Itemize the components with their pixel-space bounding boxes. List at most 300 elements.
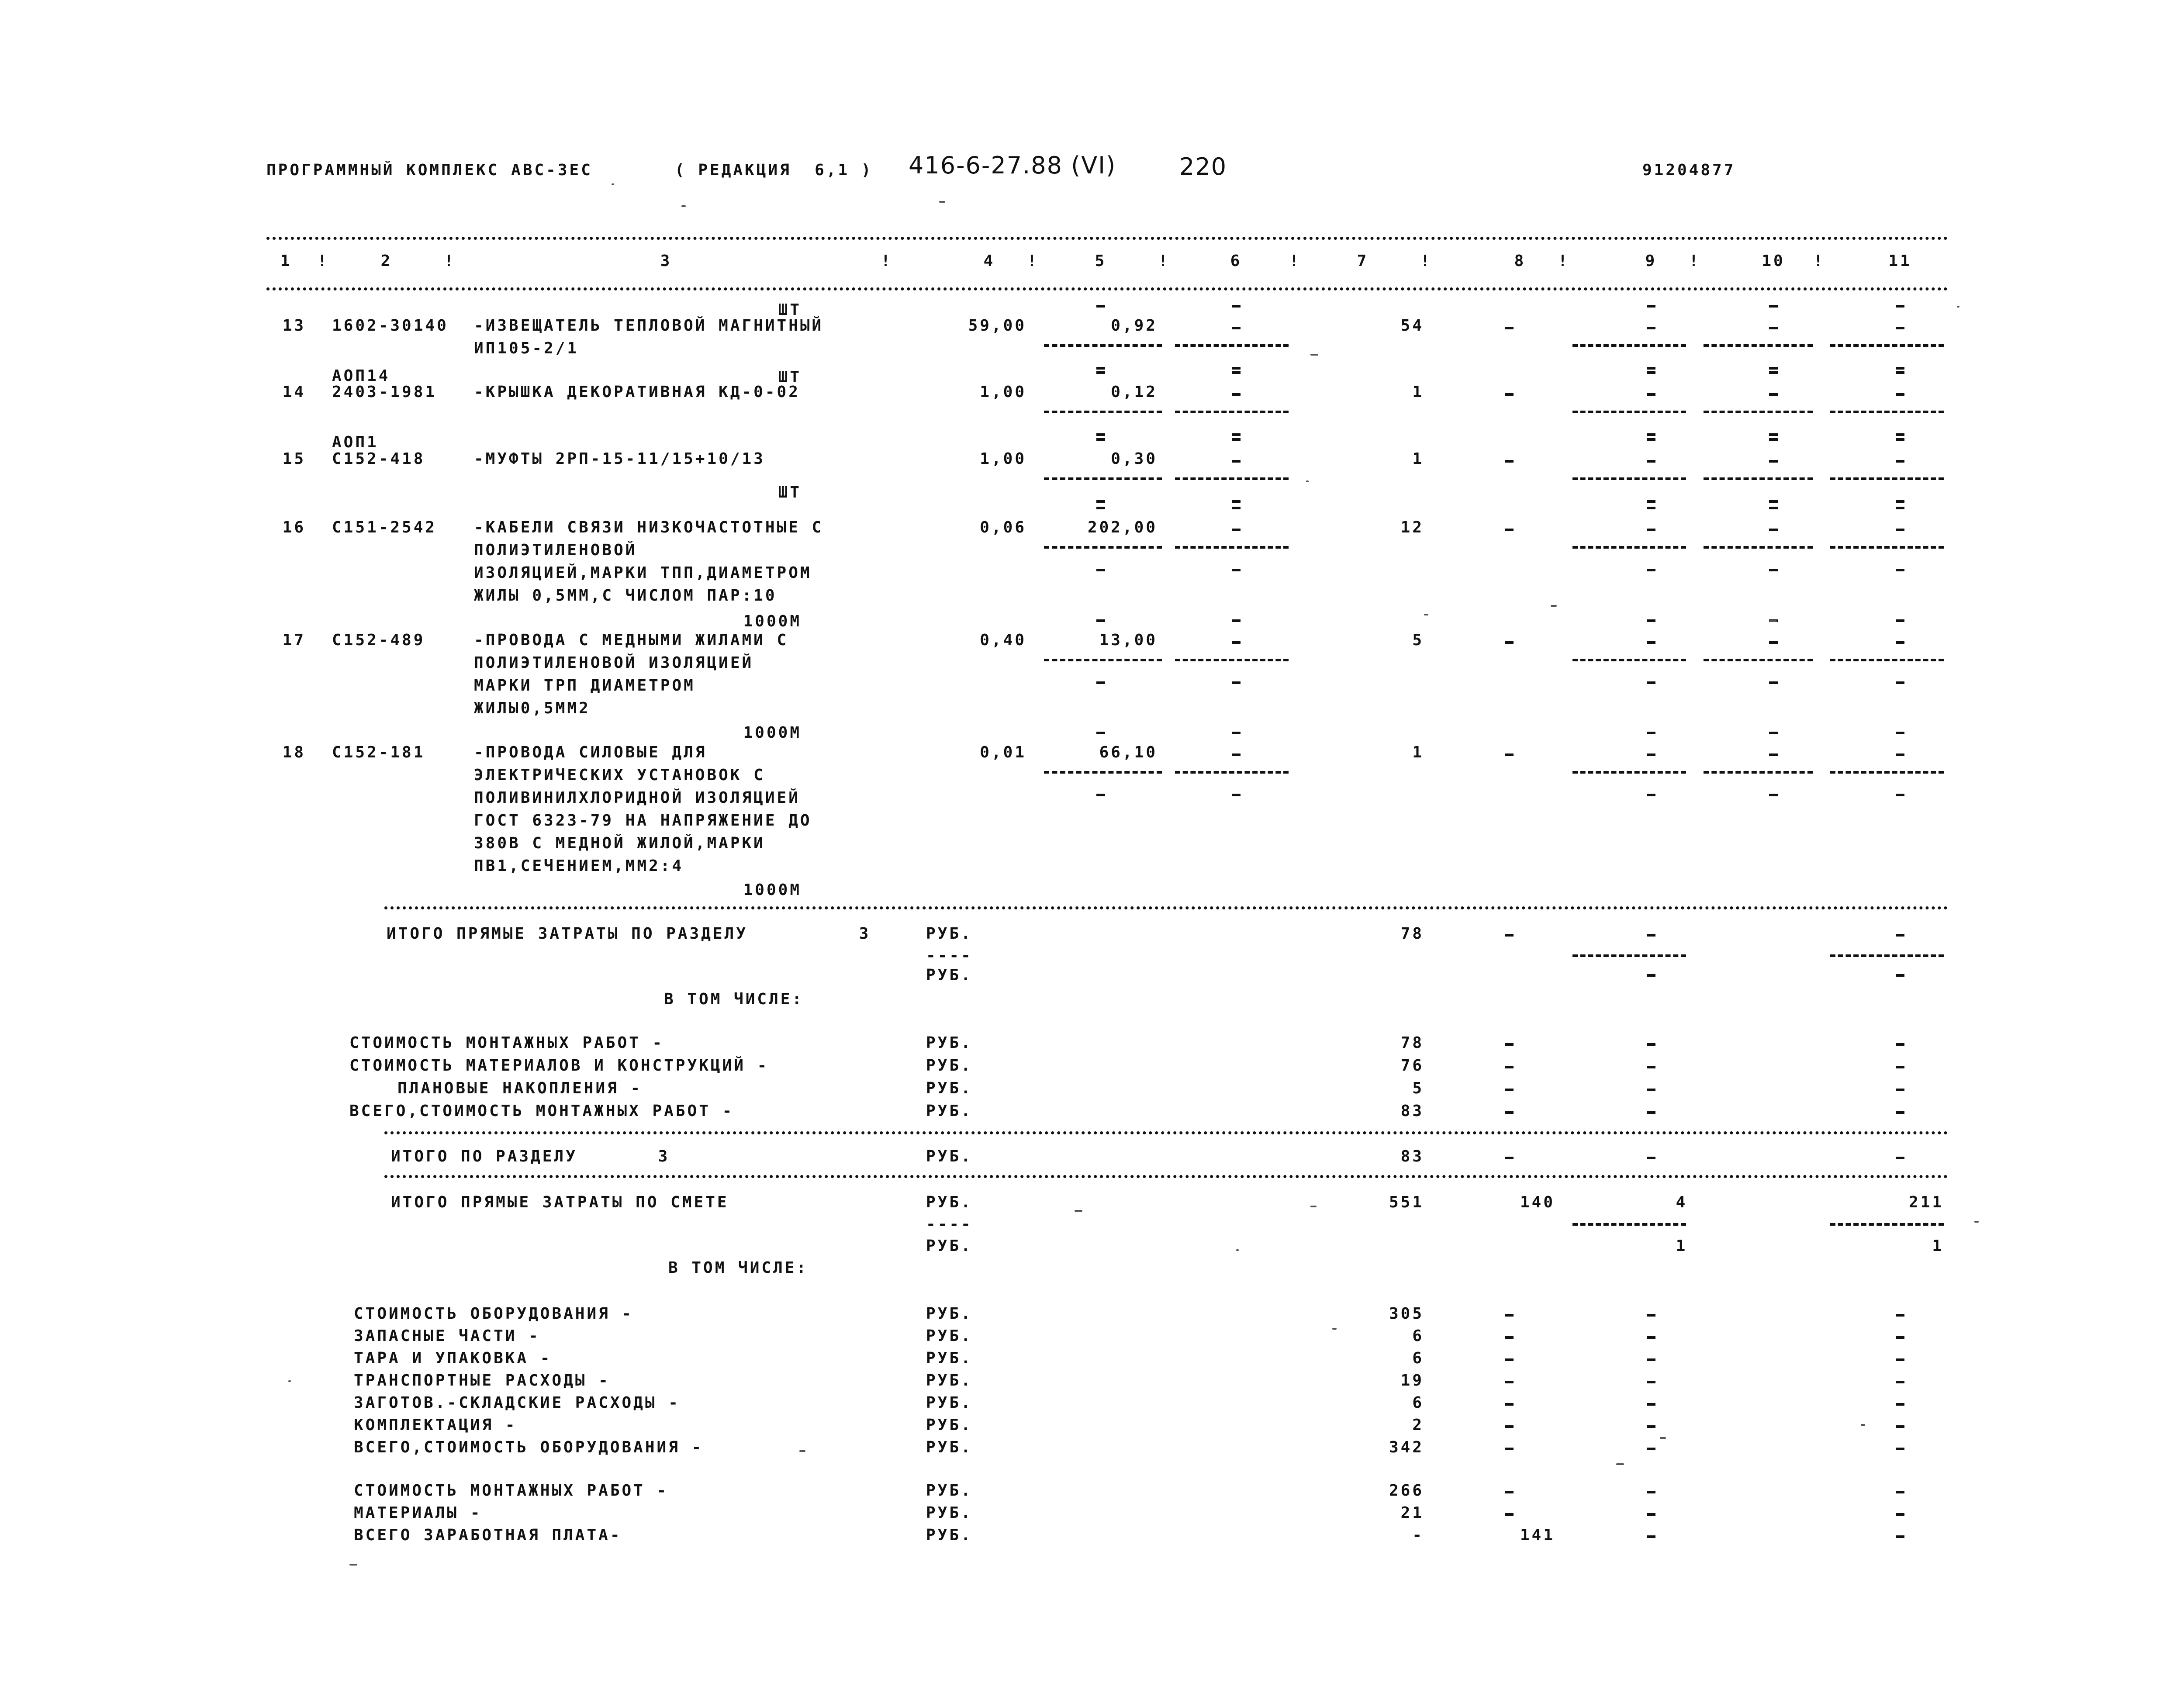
equipment-line-label: ТАРА И УПАКОВКА - [354,1349,552,1367]
subrule [1830,477,1944,480]
column-number: 8 [1514,252,1526,270]
subrule [1572,1223,1686,1226]
column-separator: ! [881,252,893,270]
scan-speck [1616,1463,1624,1465]
empty-mark [1896,438,1904,441]
empty-mark [1769,794,1778,796]
item-price: 13,00 [1099,631,1158,649]
item-code: С152-418 [332,450,425,468]
column-number: 9 [1645,252,1657,270]
currency: РУБ. [926,1372,973,1389]
empty-mark [1232,500,1241,503]
empty-mark [1232,794,1241,796]
item-name-line: ПОЛИЭТИЛЕНОВОЙ [474,541,637,559]
currency: РУБ. [926,1193,973,1211]
column-separator: ! [1289,252,1301,270]
section-number: 3 [859,925,871,943]
empty-mark [1505,1381,1514,1383]
empty-mark [1232,619,1241,622]
item-total: 1 [1412,450,1424,468]
empty-mark [1896,732,1904,734]
scan-speck [1306,480,1309,482]
cost-line-value: 76 [1400,1057,1424,1075]
empty-mark [1647,1043,1655,1046]
empty-mark [1896,1381,1904,1383]
item-number: 15 [282,450,306,468]
empty-mark [1896,619,1904,622]
empty-mark [1896,974,1904,977]
currency: РУБ. [926,1526,973,1544]
empty-mark [1647,1157,1655,1159]
empty-mark [1647,1381,1655,1383]
empty-mark [1647,1491,1655,1493]
item-code: С152-489 [332,631,425,649]
empty-mark [1769,367,1778,370]
scan-speck [1075,1210,1082,1212]
subrule [1830,659,1944,661]
empty-mark [1505,1314,1514,1317]
empty-mark [1232,367,1241,370]
scan-speck [1957,306,1959,308]
item-price: 0,30 [1111,450,1158,468]
item-ref: АОП14 [332,367,390,385]
item-name-line: -МУФТЫ 2РП-15-11/15+10/13 [474,450,765,468]
item-name-line: ЭЛЕКТРИЧЕСКИХ УСТАНОВОК С [474,766,765,784]
price-subrule [1175,771,1289,774]
empty-mark [1769,433,1778,436]
empty-mark [1896,500,1904,503]
empty-mark [1769,305,1778,308]
currency: РУБ. [926,1079,973,1097]
empty-mark [1769,327,1778,329]
empty-mark [1896,393,1904,396]
empty-mark [1769,681,1778,684]
currency: РУБ. [926,1504,973,1522]
item-number: 13 [282,317,306,335]
empty-mark [1096,794,1105,796]
empty-mark [1647,1513,1655,1516]
column-separator: ! [317,252,329,270]
section-number: 3 [658,1147,670,1165]
equipment-line-value: 6 [1412,1327,1424,1345]
dash-marks: ---- [926,947,973,964]
works-line-label: МАТЕРИАЛЫ - [354,1504,482,1522]
empty-mark [1647,367,1655,370]
subrule [1572,771,1686,774]
empty-mark [1647,732,1655,734]
price-subrule [1044,411,1162,413]
equipment-line-label: ВСЕГО,СТОИМОСТЬ ОБОРУДОВАНИЯ - [354,1438,704,1456]
scan-speck [1769,620,1777,622]
empty-mark [1232,569,1241,571]
empty-mark [1505,1089,1514,1091]
empty-mark [1769,460,1778,463]
column-number: 11 [1888,252,1912,270]
item-total: 5 [1412,631,1424,649]
cost-line-value: 78 [1400,1034,1424,1052]
equipment-line-value: 305 [1389,1305,1424,1323]
empty-mark [1769,393,1778,396]
empty-mark [1896,794,1904,796]
empty-mark [1505,1491,1514,1493]
empty-mark [1896,433,1904,436]
subrule [1704,771,1813,774]
item-name-line: -КАБЕЛИ СВЯЗИ НИЗКОЧАСТОТНЫЕ С [474,518,824,536]
column-number: 3 [660,252,672,270]
empty-mark [1896,305,1904,308]
currency: РУБ. [926,1102,973,1120]
subrule [1830,546,1944,549]
subrule [1704,411,1813,413]
subrule [1572,477,1686,480]
empty-mark [1769,371,1778,374]
currency: РУБ. [926,966,973,984]
price-subrule [1175,659,1289,661]
price-subrule [1175,344,1289,347]
empty-mark [1505,1513,1514,1516]
item-name-line: ЖИЛЫ0,5ММ2 [474,699,591,717]
column-separator: ! [1027,252,1039,270]
empty-mark [1505,327,1514,329]
currency: РУБ. [926,1034,973,1052]
item-name-line: -ПРОВОДА С МЕДНЫМИ ЖИЛАМИ С [474,631,789,649]
equipment-line-label: СТОИМОСТЬ ОБОРУДОВАНИЯ - [354,1305,634,1323]
including-label: В ТОМ ЧИСЛЕ: [668,1259,809,1277]
empty-mark [1896,371,1904,374]
edition-label: ( РЕДАКЦИЯ 6,1 ) [675,161,873,179]
empty-mark [1896,569,1904,571]
empty-mark [1505,1111,1514,1114]
scan-speck [1551,605,1557,607]
currency: РУБ. [926,925,973,943]
empty-mark [1896,753,1904,756]
empty-mark [1647,1358,1655,1361]
item-name-line: ПОЛИВИНИЛХЛОРИДНОЙ ИЗОЛЯЦИЕЙ [474,789,800,807]
empty-mark [1505,393,1514,396]
empty-mark [1232,433,1241,436]
equipment-line-label: ЗАПАСНЫЕ ЧАСТИ - [354,1327,540,1345]
equipment-line-value: 2 [1412,1416,1424,1434]
empty-mark [1647,641,1655,644]
works-line-value: - [1412,1526,1424,1544]
currency: РУБ. [926,1237,973,1255]
item-price: 66,10 [1099,743,1158,761]
item-price: 0,12 [1111,383,1158,401]
header-rule-bottom [266,287,1948,290]
section-rule [384,1175,1948,1178]
empty-mark [1896,1157,1904,1159]
empty-mark [1647,1066,1655,1068]
column-separator: ! [1420,252,1432,270]
item-number: 18 [282,743,306,761]
section-sum-label: ИТОГО ПО РАЗДЕЛУ [391,1147,577,1165]
empty-mark [1769,569,1778,571]
scan-speck [1310,354,1318,356]
empty-mark [1769,753,1778,756]
item-name-line: ПОЛИЭТИЛЕНОВОЙ ИЗОЛЯЦИЕЙ [474,654,754,672]
empty-mark [1647,371,1655,374]
document-number: 91204877 [1642,161,1736,179]
subrule [1830,954,1944,957]
price-subrule [1044,546,1162,549]
item-code: 2403-1981 [332,383,437,401]
empty-mark [1647,460,1655,463]
equipment-line-value: 342 [1389,1438,1424,1456]
subrule [1830,411,1944,413]
empty-mark [1896,1448,1904,1450]
item-number: 17 [282,631,306,649]
empty-mark [1096,619,1105,622]
empty-mark [1232,393,1241,396]
empty-mark [1505,460,1514,463]
column-number: 10 [1762,252,1785,270]
empty-mark [1769,529,1778,531]
empty-mark [1647,305,1655,308]
header-rule-top [266,237,1948,240]
empty-mark [1232,641,1241,644]
empty-mark [1096,371,1105,374]
empty-mark [1505,934,1514,937]
item-total: 1 [1412,383,1424,401]
estimate-col9-b: 1 [1676,1237,1688,1255]
subrule [1704,546,1813,549]
subrule [1704,477,1813,480]
empty-mark [1647,1111,1655,1114]
item-quantity: 59,00 [968,317,1026,335]
equipment-line-label: ЗАГОТОВ.-СКЛАДСКИЕ РАСХОДЫ - [354,1394,680,1412]
subrule [1572,344,1686,347]
column-number: 6 [1230,252,1242,270]
empty-mark [1896,1043,1904,1046]
currency: РУБ. [926,1416,973,1434]
empty-mark [1647,794,1655,796]
column-separator: ! [444,252,456,270]
item-number: 14 [282,383,306,401]
item-name-line: -КРЫШКА ДЕКОРАТИВНАЯ КД-0-02 [474,383,800,401]
item-unit: 1000М [743,881,802,899]
currency: РУБ. [926,1482,973,1500]
empty-mark [1096,367,1105,370]
empty-mark [1096,433,1105,436]
item-total: 12 [1400,518,1424,536]
empty-mark [1896,460,1904,463]
section-total-label: ИТОГО ПРЯМЫЕ ЗАТРАТЫ ПО РАЗДЕЛУ [387,925,748,943]
column-number: 7 [1357,252,1369,270]
empty-mark [1647,1448,1655,1450]
estimate-col7: 551 [1389,1193,1424,1211]
item-name-line: ЖИЛЫ 0,5ММ,С ЧИСЛОМ ПАР:10 [474,587,777,605]
subrule [1830,771,1944,774]
empty-mark [1647,753,1655,756]
item-quantity: 1,00 [980,450,1026,468]
cost-line-label: ПЛАНОВЫЕ НАКОПЛЕНИЯ - [397,1079,643,1097]
item-unit: 1000М [743,724,802,742]
item-name-line: -ПРОВОДА СИЛОВЫЕ ДЛЯ [474,743,707,761]
dash-marks: ---- [926,1215,973,1233]
subrule [1704,344,1813,347]
empty-mark [1896,507,1904,509]
works-line-value: 21 [1400,1504,1424,1522]
empty-mark [1647,529,1655,531]
scan-speck [1660,1437,1666,1439]
subrule [1572,954,1686,957]
cost-line-label: СТОИМОСТЬ МОНТАЖНЫХ РАБОТ - [349,1034,664,1052]
empty-mark [1232,327,1241,329]
section-rule [384,906,1948,909]
empty-mark [1647,1314,1655,1317]
empty-mark [1647,934,1655,937]
empty-mark [1647,619,1655,622]
empty-mark [1647,1535,1655,1538]
item-name-line: ГОСТ 6323-79 НА НАПРЯЖЕНИЕ ДО [474,812,812,829]
scan-speck [939,201,945,203]
item-name-line: МАРКИ ТРП ДИАМЕТРОМ [474,677,695,695]
empty-mark [1647,1089,1655,1091]
empty-mark [1896,367,1904,370]
currency: РУБ. [926,1438,973,1456]
item-name-line: ИП105-2/1 [474,339,579,357]
empty-mark [1647,438,1655,441]
empty-mark [1647,1403,1655,1406]
empty-mark [1096,438,1105,441]
price-subrule [1044,659,1162,661]
item-name-line: -ИЗВЕЩАТЕЛЬ ТЕПЛОВОЙ МАГНИТНЫЙ [474,317,824,335]
currency: РУБ. [926,1057,973,1075]
item-unit: ШТ [778,484,802,501]
empty-mark [1232,681,1241,684]
item-code: 1602-30140 [332,317,449,335]
cost-line-value: 83 [1400,1102,1424,1120]
column-number: 4 [983,252,995,270]
price-subrule [1044,344,1162,347]
scan-speck [1424,614,1428,615]
currency: РУБ. [926,1394,973,1412]
scan-speck [799,1450,805,1452]
scan-speck [1332,1328,1337,1330]
empty-mark [1647,681,1655,684]
section-rule [384,1131,1948,1134]
empty-mark [1096,507,1105,509]
item-name-line: 380В С МЕДНОЙ ЖИЛОЙ,МАРКИ [474,834,765,852]
item-total: 54 [1400,317,1424,335]
empty-mark [1096,732,1105,734]
empty-mark [1505,1066,1514,1068]
empty-mark [1896,1425,1904,1428]
column-separator: ! [1158,252,1170,270]
empty-mark [1896,1535,1904,1538]
price-subrule [1175,477,1289,480]
estimate-col8: 140 [1520,1193,1555,1211]
section-total-value: 78 [1400,925,1424,943]
price-subrule [1044,771,1162,774]
empty-mark [1896,641,1904,644]
empty-mark [1096,305,1105,308]
subrule [1704,659,1813,661]
including-label: В ТОМ ЧИСЛЕ: [664,990,804,1008]
item-ref: АОП1 [332,433,379,451]
empty-mark [1232,529,1241,531]
empty-mark [1769,438,1778,441]
empty-mark [1096,681,1105,684]
page-number: 220 [1179,153,1227,180]
subrule [1830,1223,1944,1226]
empty-mark [1896,1336,1904,1339]
equipment-line-label: КОМПЛЕКТАЦИЯ - [354,1416,517,1434]
works-line-col8: 141 [1520,1526,1555,1544]
item-quantity: 0,06 [980,518,1026,536]
subrule [1572,546,1686,549]
empty-mark [1505,1336,1514,1339]
empty-mark [1232,732,1241,734]
item-price: 202,00 [1087,518,1158,536]
scan-speck [1236,1249,1239,1251]
item-name-line: ИЗОЛЯЦИЕЙ,МАРКИ ТПП,ДИАМЕТРОМ [474,564,812,582]
empty-mark [1896,1491,1904,1493]
empty-mark [1505,1425,1514,1428]
empty-mark [1896,934,1904,937]
estimate-col11-b: 1 [1932,1237,1944,1255]
equipment-line-label: ТРАНСПОРТНЫЕ РАСХОДЫ - [354,1372,610,1389]
empty-mark [1505,641,1514,644]
program-title: ПРОГРАММНЫЙ КОМПЛЕКС АВС-3ЕС [266,161,593,179]
column-separator: ! [1813,252,1825,270]
empty-mark [1769,732,1778,734]
empty-mark [1647,1425,1655,1428]
scan-speck [349,1564,357,1566]
item-code: С152-181 [332,743,425,761]
empty-mark [1647,507,1655,509]
estimate-col9: 4 [1676,1193,1688,1211]
document-code: 416-6-27.88 (VI) [909,152,1116,179]
empty-mark [1896,1066,1904,1068]
column-separator: ! [1689,252,1701,270]
empty-mark [1232,305,1241,308]
empty-mark [1096,569,1105,571]
section-sum-value: 83 [1400,1147,1424,1165]
item-number: 16 [282,518,306,536]
equipment-line-value: 6 [1412,1394,1424,1412]
empty-mark [1647,433,1655,436]
scan-speck [612,183,614,185]
currency: РУБ. [926,1349,973,1367]
empty-mark [1096,500,1105,503]
cost-line-label: ВСЕГО,СТОИМОСТЬ МОНТАЖНЫХ РАБОТ - [349,1102,734,1120]
cost-line-value: 5 [1412,1079,1424,1097]
equipment-line-value: 6 [1412,1349,1424,1367]
currency: РУБ. [926,1327,973,1345]
item-quantity: 0,40 [980,631,1026,649]
price-subrule [1175,411,1289,413]
empty-mark [1505,1403,1514,1406]
column-separator: ! [1558,252,1570,270]
empty-mark [1232,753,1241,756]
scan-speck [288,1380,291,1382]
scan-speck [1310,1206,1317,1207]
scan-speck [1974,1221,1979,1223]
empty-mark [1896,1111,1904,1114]
scan-speck [1861,1424,1865,1426]
empty-mark [1647,1336,1655,1339]
empty-mark [1769,641,1778,644]
works-line-label: ВСЕГО ЗАРАБОТНАЯ ПЛАТА- [354,1526,622,1544]
item-name-line: ПВ1,СЕЧЕНИЕМ,ММ2:4 [474,857,684,875]
empty-mark [1769,500,1778,503]
item-code: С151-2542 [332,518,437,536]
equipment-line-value: 19 [1400,1372,1424,1389]
column-number: 2 [380,252,393,270]
empty-mark [1505,1157,1514,1159]
column-number: 5 [1095,252,1107,270]
